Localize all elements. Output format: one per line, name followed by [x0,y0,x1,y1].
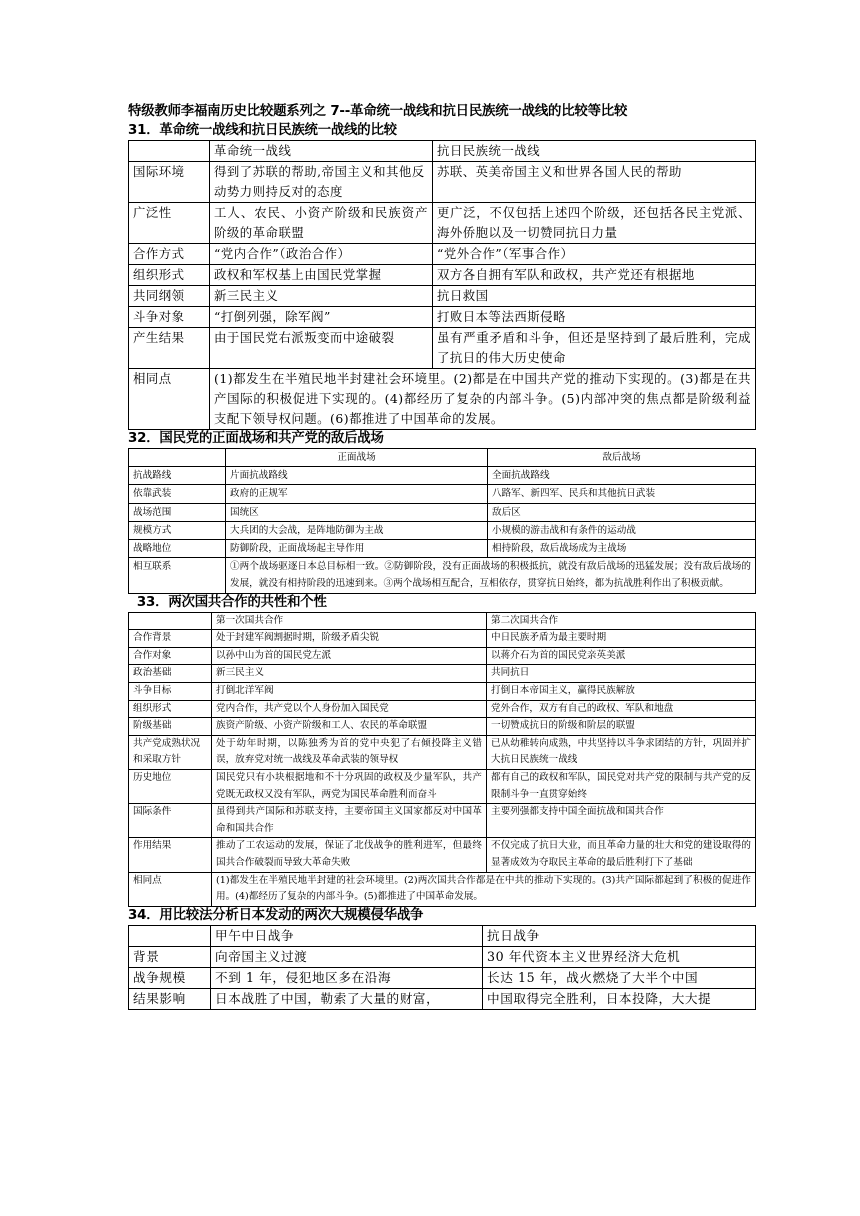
row-label: 战争规模 [129,967,211,988]
cell-b: 全面抗战路线 [488,467,756,485]
header-cell: 敌后战场 [488,449,756,467]
table-row [129,946,756,967]
cell-b: 主要列强都支持中国全面抗战和国共合作 [487,804,756,838]
cell-b: 抗日救国 [433,286,756,307]
row-label: 抗战路线 [129,467,226,485]
row-label: 相同点 [129,369,210,430]
cell-a: 由于国民党右派叛变而中途破裂 [210,328,433,369]
row-label: 战略地位 [129,540,226,558]
cell-a: 推动了工农运动的发展，保证了北伐战争的胜利进军，但最终国共合作破裂而导致大革命失败 [212,838,487,872]
cell-a: 处于幼年时期，以陈独秀为首的党中央犯了右倾投降主义错误，放弃党对统一战线及革命武装的领导权 [212,735,487,769]
cell-b: 双方各自拥有军队和政权，共产党还有根据地 [433,265,756,286]
row-label: 斗争目标 [129,683,212,701]
header-cell [129,612,212,630]
cell-a: “党内合作”（政治合作） [210,244,433,265]
table-row [129,307,756,328]
table-header-row [129,449,756,467]
document-title: 特级教师李福南历史比较题系列之 7--革命统一战线和抗日民族统一战线的比较等比较 [128,104,628,119]
cell-a: 党内合作，共产党以个人身份加入国民党 [212,700,487,718]
table-row [129,769,756,803]
cell-b: 已从幼稚转向成熟，中共坚持以斗争求团结的方针，巩固并扩大抗日民族统一战线 [487,735,756,769]
cell-b: 中日民族矛盾为最主要时期 [487,630,756,648]
cell-a: 工人、农民、小资产阶级和民族资产阶级的革命联盟 [210,203,433,244]
row-label: 规模方式 [129,521,226,539]
cell-b: 党外合作，双方有自己的政权、军队和地盘 [487,700,756,718]
table-row [129,162,756,203]
common-text: ①两个战场驱逐日本总目标相一致。②防御阶段，没有正面战场的积极抵抗，就没有敌后战场的迅猛发展；没有敌后战场的发展，就没有相持阶段的迅速到来。③两个战场相互配合，互相依存，贯穿抗日始终，都为抗战胜利作出了积极贡献。 [226,558,756,593]
row-label: 合作背景 [129,630,212,648]
table-header-row [129,925,756,946]
row-label: 依靠武装 [129,485,226,503]
row-label: 历史地位 [129,769,212,803]
cell-b: “党外合作”（军事合作） [433,244,756,265]
cell-a: 虽得到共产国际和苏联支持，主要帝国主义国家都反对中国革命和国共合作 [212,804,487,838]
table-row [129,804,756,838]
table-row [129,265,756,286]
table-31 [128,140,756,430]
table-row [129,735,756,769]
cell-b: 相持阶段，敌后战场成为主战场 [488,540,756,558]
row-label: 合作对象 [129,647,212,665]
cell-b: 虽有严重矛盾和斗争，但还是坚持到了最后胜利，完成了抗日的伟大历史使命 [433,328,756,369]
table-row [129,838,756,872]
cell-a: 政府的正规军 [226,485,488,503]
row-label: 作用结果 [129,838,212,872]
header-cell: 革命统一战线 [210,141,433,162]
row-label: 共同纲领 [129,286,210,307]
cell-b: 30 年代资本主义世界经济大危机 [483,946,756,967]
cell-a: 大兵团的大会战，是阵地防御为主战 [226,521,488,539]
cell-a: 得到了苏联的帮助,帝国主义和其他反动势力则持反对的态度 [210,162,433,203]
row-label: 组织形式 [129,700,212,718]
table-row [129,665,756,683]
section-31-title: 31．革命统一战线和抗日民族统一战线的比较 [128,123,397,138]
table-row [129,286,756,307]
table-row-common [129,872,756,906]
cell-a: 新三民主义 [210,286,433,307]
header-cell: 第二次国共合作 [487,612,756,630]
row-label: 共产党成熟状况和采取方针 [129,735,212,769]
cell-a: 处于封建军阀割据时期，阶级矛盾尖锐 [212,630,487,648]
table-row [129,540,756,558]
table-34 [128,925,756,1010]
header-cell [129,449,226,467]
row-label: 合作方式 [129,244,210,265]
table-header-row [129,141,756,162]
row-label: 产生结果 [129,328,210,369]
cell-a: 片面抗战路线 [226,467,488,485]
table-row [129,700,756,718]
section-32-title: 32．国民党的正面战场和共产党的敌后战场 [128,431,384,446]
document-page [128,102,758,1010]
table-row [129,683,756,701]
table-row [129,521,756,539]
table-row-common [129,369,756,430]
common-text: (1)都发生在半殖民地半封建的社会环境里。(2)两次国共合作都是在中共的推动下实现的。(3)共产国际都起到了积极的促进作用。(4)都经历了复杂的内部斗争。(5)都推进了中国革命发展。 [212,872,756,906]
table-row [129,647,756,665]
header-cell: 甲午中日战争 [211,925,483,946]
row-label: 相互联系 [129,558,226,593]
row-label: 组织形式 [129,265,210,286]
cell-b: 不仅完成了抗日大业，而且革命力量的壮大和党的建设取得的显著成效为夺取民主革命的最后胜利打下了基础 [487,838,756,872]
row-label: 国际环境 [129,162,210,203]
row-label: 国际条件 [129,804,212,838]
table-row [129,967,756,988]
cell-a: “打倒列强，除军阀” [210,307,433,328]
table-header-row [129,612,756,630]
table-row [129,503,756,521]
cell-b: 八路军、新四军、民兵和其他抗日武装 [488,485,756,503]
table-row [129,467,756,485]
row-label: 政治基础 [129,665,212,683]
row-label: 斗争对象 [129,307,210,328]
row-label: 背景 [129,946,211,967]
table-row-common [129,558,756,593]
cell-a: 国民党只有小块根据地和不十分巩固的政权及少量军队，共产党既无政权又没有军队，两党为国民革命胜利而奋斗 [212,769,487,803]
table-row [129,244,756,265]
header-cell [129,925,211,946]
header-cell: 抗日战争 [483,925,756,946]
table-row [129,485,756,503]
row-label: 战场范围 [129,503,226,521]
section-34-title: 34．用比较法分析日本发动的两次大规模侵华战争 [128,907,424,923]
cell-a: 不到 1 年，侵犯地区多在沿海 [211,967,483,988]
cell-b: 更广泛，不仅包括上述四个阶级，还包括各民主党派、海外侨胞以及一切赞同抗日力量 [433,203,756,244]
cell-a: 打倒北洋军阀 [212,683,487,701]
cell-b: 长达 15 年，战火燃烧了大半个中国 [483,967,756,988]
cell-a: 政权和军权基上由国民党掌握 [210,265,433,286]
cell-b: 小规模的游击战和有条件的运动战 [488,521,756,539]
cell-a: 日本战胜了中国，勒索了大量的财富， [211,988,483,1009]
table-33 [128,612,756,907]
table-row [129,718,756,736]
header-cell [129,141,210,162]
cell-b: 敌后区 [488,503,756,521]
section-33-title: 33．两次国共合作的共性和个性 [128,594,327,610]
cell-b: 以蒋介石为首的国民党亲英美派 [487,647,756,665]
table-row [129,328,756,369]
row-label: 相同点 [129,872,212,906]
header-cell: 第一次国共合作 [212,612,487,630]
row-label: 结果影响 [129,988,211,1009]
cell-b: 打败日本等法西斯侵略 [433,307,756,328]
cell-a: 以孙中山为首的国民党左派 [212,647,487,665]
table-row [129,203,756,244]
table-32 [128,448,756,594]
row-label: 广泛性 [129,203,210,244]
cell-a: 向帝国主义过渡 [211,946,483,967]
cell-b: 打倒日本帝国主义，赢得民族解放 [487,683,756,701]
cell-b: 中国取得完全胜利，日本投降，大大提 [483,988,756,1009]
cell-b: 一切赞成抗日的阶级和阶层的联盟 [487,718,756,736]
cell-a: 防御阶段，正面战场起主导作用 [226,540,488,558]
cell-b: 共同抗日 [487,665,756,683]
header-cell: 正面战场 [226,449,488,467]
cell-a: 国统区 [226,503,488,521]
row-label: 阶级基础 [129,718,212,736]
cell-b: 都有自己的政权和军队，国民党对共产党的限制与共产党的反限制斗争一直贯穿始终 [487,769,756,803]
table-row [129,630,756,648]
table-row [129,988,756,1009]
cell-b: 苏联、英美帝国主义和世界各国人民的帮助 [433,162,756,203]
header-cell: 抗日民族统一战线 [433,141,756,162]
common-text: (1)都发生在半殖民地半封建社会环境里。(2)都是在中国共产党的推动下实现的。(3)都是在共产国际的积极促进下实现的。(4)都经历了复杂的内部斗争。(5)内部冲突的焦点都是阶级利益支配下领导权问题。(6)都推进了中国革命的发展。 [210,369,756,430]
cell-a: 新三民主义 [212,665,487,683]
cell-a: 族资产阶级、小资产阶级和工人、农民的革命联盟 [212,718,487,736]
